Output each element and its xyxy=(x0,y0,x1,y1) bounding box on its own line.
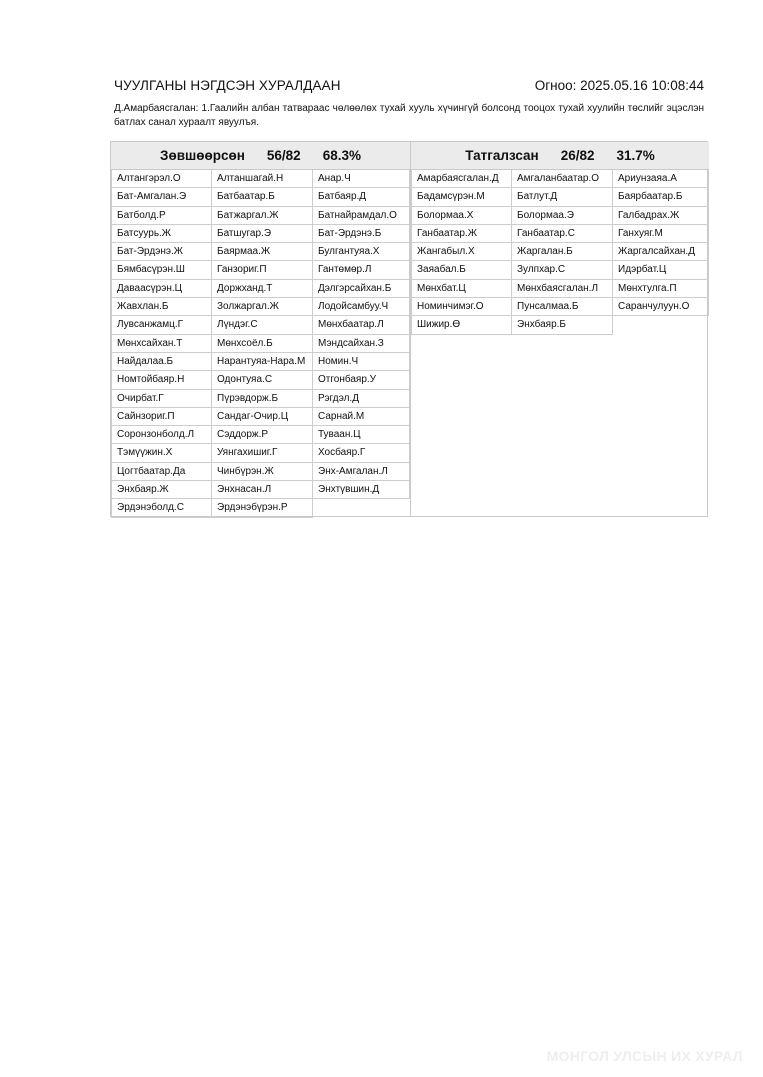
approve-member-name: Найдалаа.Б xyxy=(111,353,212,371)
reject-label: Татгалзсан xyxy=(465,148,539,163)
approve-member-name: Сарнай.М xyxy=(313,408,410,426)
reject-member-name: Заяабал.Б xyxy=(411,261,512,279)
reject-member-name: Саранчулуун.О xyxy=(613,298,709,316)
approve-member-name: Сайнзориг.П xyxy=(111,408,212,426)
approve-member-name: Чинбүрэн.Ж xyxy=(212,463,313,481)
empty-cell xyxy=(313,499,410,516)
reject-header xyxy=(411,142,709,170)
reject-member-name: Болормаа.Э xyxy=(512,207,613,225)
approve-member-name: Сэддорж.Р xyxy=(212,426,313,444)
approve-member-name: Даваасүрэн.Ц xyxy=(111,280,212,298)
approve-member-name: Ганзориг.П xyxy=(212,261,313,279)
approve-member-name: Лувсанжамц.Г xyxy=(111,316,212,334)
reject-member-name: Баярбаатар.Б xyxy=(613,188,709,206)
approve-member-name: Гантөмөр.Л xyxy=(313,261,410,279)
approve-member-name: Алтангэрэл.О xyxy=(111,170,212,188)
approve-member-name: Батбаатар.Б xyxy=(212,188,313,206)
approve-member-name: Эрдэнэбүрэн.Р xyxy=(212,499,313,517)
reject-panel xyxy=(410,142,709,517)
approve-label: Зөвшөөрсөн xyxy=(160,148,245,163)
approve-member-name: Бат-Эрдэнэ.Б xyxy=(313,225,410,243)
approve-member-name: Мөнхсоёл.Б xyxy=(212,335,313,353)
reject-member-name: Жангабыл.Х xyxy=(411,243,512,261)
vote-description: Д.Амарбаясгалан: 1.Гаалийн албан татвараас чөлөөлөх тухай хууль хүчингүй болсонд тооцох тухай хуулийн төслийг эцэслэн батлах санал хураалт явуулъя. xyxy=(114,103,704,128)
approve-member-name: Батжаргал.Ж xyxy=(212,207,313,225)
reject-member-name: Жаргалан.Б xyxy=(512,243,613,261)
approve-member-name: Цогтбаатар.Да xyxy=(111,463,212,481)
approve-member-name: Одонтуяа.С xyxy=(212,371,313,389)
approve-member-name: Эрдэнэболд.С xyxy=(111,499,212,517)
approve-member-name: Хосбаяр.Г xyxy=(313,444,410,462)
approve-member-name: Отгонбаяр.У xyxy=(313,371,410,389)
approve-member-name: Батшугар.Э xyxy=(212,225,313,243)
approve-member-name: Батбаяр.Д xyxy=(313,188,410,206)
approve-header xyxy=(111,142,410,170)
vote-results-table xyxy=(110,141,708,517)
reject-member-name: Амарбаясгалан.Д xyxy=(411,170,512,188)
approve-member-name: Энхтүвшин.Д xyxy=(313,481,410,499)
reject-member-name: Пунсалмаа.Б xyxy=(512,298,613,316)
reject-member-name: Ганхуяг.М xyxy=(613,225,709,243)
approve-member-name: Туваан.Ц xyxy=(313,426,410,444)
approve-member-name: Соронзонболд.Л xyxy=(111,426,212,444)
approve-member-name: Рэгдэл.Д xyxy=(313,390,410,408)
reject-member-name: Болормаа.Х xyxy=(411,207,512,225)
approve-member-name: Алтаншагай.Н xyxy=(212,170,313,188)
approve-member-name: Булгантуяа.Х xyxy=(313,243,410,261)
empty-cell xyxy=(613,316,709,333)
reject-member-name: Ариунзаяа.А xyxy=(613,170,709,188)
approve-member-name: Баярмаа.Ж xyxy=(212,243,313,261)
approve-names-grid xyxy=(111,170,410,518)
reject-member-name: Бадамсүрэн.М xyxy=(411,188,512,206)
reject-member-name: Идэрбат.Ц xyxy=(613,261,709,279)
approve-member-name: Энх-Амгалан.Л xyxy=(313,463,410,481)
approve-member-name: Энхнасан.Л xyxy=(212,481,313,499)
approve-member-name: Золжаргал.Ж xyxy=(212,298,313,316)
reject-member-name: Номинчимэг.О xyxy=(411,298,512,316)
approve-member-name: Пүрэвдорж.Б xyxy=(212,390,313,408)
approve-member-name: Мэндсайхан.З xyxy=(313,335,410,353)
reject-member-name: Ганбаатар.С xyxy=(512,225,613,243)
approve-member-name: Доржханд.Т xyxy=(212,280,313,298)
reject-names-grid xyxy=(411,170,709,335)
approve-member-name: Дэлгэрсайхан.Б xyxy=(313,280,410,298)
approve-member-name: Батнайрамдал.О xyxy=(313,207,410,225)
approve-member-name: Бат-Амгалан.Э xyxy=(111,188,212,206)
approve-member-name: Лүндэг.С xyxy=(212,316,313,334)
approve-count: 56/82 xyxy=(266,148,301,163)
reject-member-name: Мөнхбат.Ц xyxy=(411,280,512,298)
approve-member-name: Лодойсамбуу.Ч xyxy=(313,298,410,316)
approve-member-name: Очирбат.Г xyxy=(111,390,212,408)
approve-member-name: Мөнхсайхан.Т xyxy=(111,335,212,353)
vote-date: Огноо: 2025.05.16 10:08:44 xyxy=(534,78,704,93)
reject-member-name: Мөнхбаясгалан.Л xyxy=(512,280,613,298)
approve-member-name: Батсуурь.Ж xyxy=(111,225,212,243)
watermark-text: МОНГОЛ УЛСЫН ИХ ХУРАЛ xyxy=(546,1048,743,1064)
reject-member-name: Шижир.Ө xyxy=(411,316,512,334)
approve-member-name: Уянгахишиг.Г xyxy=(212,444,313,462)
reject-member-name: Жаргалсайхан.Д xyxy=(613,243,709,261)
approve-member-name: Бат-Эрдэнэ.Ж xyxy=(111,243,212,261)
approve-member-name: Анар.Ч xyxy=(313,170,410,188)
reject-member-name: Амгаланбаатар.О xyxy=(512,170,613,188)
approve-member-name: Мөнхбаатар.Л xyxy=(313,316,410,334)
approve-panel xyxy=(111,142,410,518)
reject-count: 26/82 xyxy=(560,148,595,163)
approve-member-name: Номтойбаяр.Н xyxy=(111,371,212,389)
reject-member-name: Ганбаатар.Ж xyxy=(411,225,512,243)
approve-member-name: Сандаг-Очир.Ц xyxy=(212,408,313,426)
reject-member-name: Галбадрах.Ж xyxy=(613,207,709,225)
reject-percent: 31.7% xyxy=(616,148,655,163)
approve-percent: 68.3% xyxy=(322,148,361,163)
approve-member-name: Номин.Ч xyxy=(313,353,410,371)
approve-member-name: Нарантуяа-Нара.М xyxy=(212,353,313,371)
reject-member-name: Зулпхар.С xyxy=(512,261,613,279)
session-title: ЧУУЛГАНЫ НЭГДСЭН ХУРАЛДААН xyxy=(114,78,341,93)
reject-member-name: Энхбаяр.Б xyxy=(512,316,613,334)
approve-member-name: Тэмүүжин.Х xyxy=(111,444,212,462)
approve-member-name: Энхбаяр.Ж xyxy=(111,481,212,499)
approve-member-name: Жавхлан.Б xyxy=(111,298,212,316)
approve-member-name: Батболд.Р xyxy=(111,207,212,225)
reject-member-name: Мөнхтулга.П xyxy=(613,280,709,298)
approve-member-name: Бямбасүрэн.Ш xyxy=(111,261,212,279)
reject-member-name: Батлут.Д xyxy=(512,188,613,206)
